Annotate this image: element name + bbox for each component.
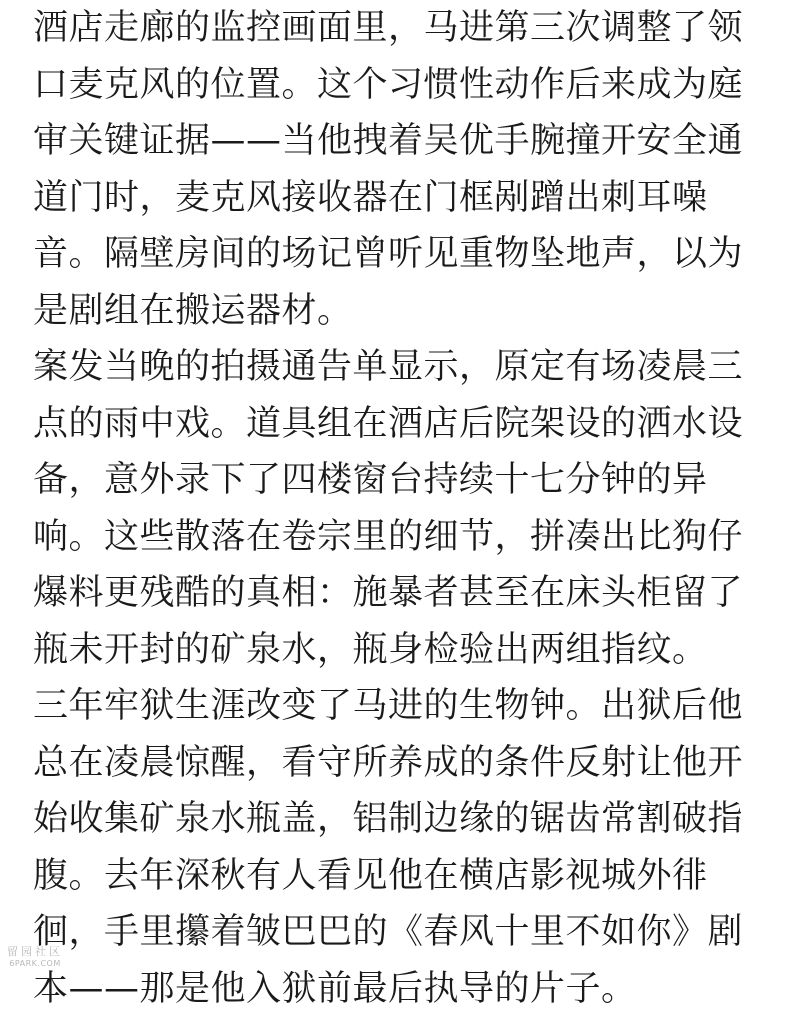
text-line: 点的雨中戏。道具组在酒店后院架设的洒水设: [33, 403, 744, 444]
text-line: 爆料更残酷的真相：施暴者甚至在床头柜留了: [33, 573, 744, 613]
text-line: 响。这些散落在卷宗里的细节，拼凑出比狗仔: [33, 516, 744, 557]
text-line: 案发当晚的拍摄通告单显示，原定有场凌晨三: [33, 347, 744, 387]
text-line: 是剧组在搬运器材。: [33, 290, 353, 331]
article-text: [33, 0, 783, 1017]
text-line: 总在凌晨惊醒，看守所养成的条件反射让他开: [33, 742, 744, 783]
watermark-cn: 留园社区: [7, 945, 63, 958]
watermark-en: 6PARK.COM: [9, 959, 61, 968]
text-line: 审关键证据——当他拽着吴优手腕撞开安全通: [33, 121, 744, 161]
text-line: 瓶未开封的矿泉水，瓶身检验出两组指纹。: [33, 629, 708, 670]
text-line: 酒店走廊的监控画面里，马进第三次调整了领: [33, 8, 744, 48]
text-line: 本——那是他入狱前最后执导的片子。: [33, 968, 637, 1009]
text-line: 三年牢狱生涯改变了马进的生物钟。出狱后他: [33, 686, 744, 726]
site-watermark: [4, 946, 66, 968]
text-line: 道门时，麦克风接收器在门框剐蹭出刺耳噪: [33, 177, 708, 218]
text-line: 始收集矿泉水瓶盖，铝制边缘的锯齿常割破指: [33, 799, 744, 839]
text-line: 腹。去年深秋有人看见他在横店影视城外徘: [33, 855, 708, 896]
text-line: 备，意外录下了四楼窗台持续十七分钟的异: [33, 460, 708, 500]
text-line: 徊，手里攥着皱巴巴的《春风十里不如你》剧: [33, 912, 744, 952]
text-line: 口麦克风的位置。这个习惯性动作后来成为庭: [33, 64, 744, 105]
text-line: 音。隔壁房间的场记曾听见重物坠地声，以为: [33, 234, 744, 274]
